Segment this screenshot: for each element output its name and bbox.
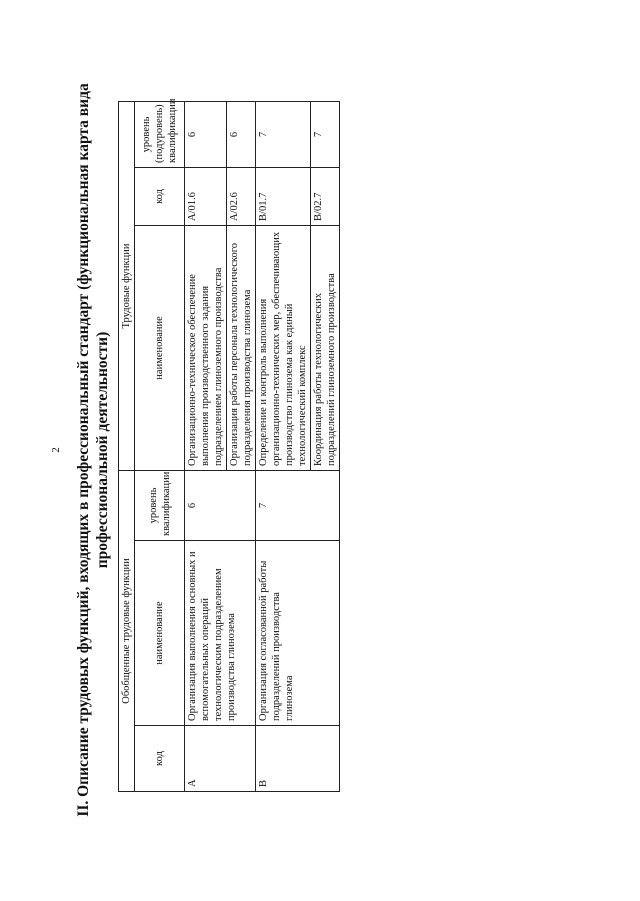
table-row bbox=[256, 101, 311, 791]
generalized-function-name: Организация выполнения основных и вспомогательных операций технологическим подразделением производства глинозема bbox=[185, 541, 256, 726]
labor-function-level: 7 bbox=[311, 101, 340, 167]
labor-function-level: 7 bbox=[256, 101, 311, 167]
header-function-code: код bbox=[135, 167, 185, 225]
header-qualification-sublevel: уровень (подуровень) квалификации bbox=[135, 101, 185, 167]
table-row bbox=[185, 101, 227, 791]
generalized-function-name: Организация согласованной работы подразделений производства глинозема bbox=[256, 541, 340, 726]
header-qualification-level: уровень квалификации bbox=[135, 470, 185, 540]
header-labor-functions: Трудовые функции bbox=[119, 101, 135, 470]
section-title: II. Описание трудовых функций, входящих в профессиональный стандарт (функциональная карта вида профессиональной деятельности) bbox=[75, 83, 111, 817]
generalized-function-code: B bbox=[256, 726, 340, 792]
labor-function-level: 6 bbox=[227, 101, 256, 167]
table-header-row bbox=[135, 101, 185, 791]
labor-function-code: B/02.7 bbox=[311, 167, 340, 225]
labor-function-code: A/02.6 bbox=[227, 167, 256, 225]
labor-function-level: 6 bbox=[185, 101, 227, 167]
generalized-function-level: 6 bbox=[185, 470, 256, 540]
labor-function-name: Координация работы технологических подразделений глиноземного производства bbox=[311, 225, 340, 470]
labor-function-code: B/01.7 bbox=[256, 167, 311, 225]
generalized-function-code: A bbox=[185, 726, 256, 792]
page-number: 2 bbox=[50, 447, 62, 453]
header-generalized-functions: Обобщенные трудовые функции bbox=[119, 470, 135, 791]
labor-function-name: Организация работы персонала технологического подразделения производства глинозема bbox=[227, 225, 256, 470]
labor-function-code: A/01.6 bbox=[185, 167, 227, 225]
header-name: наименование bbox=[135, 541, 185, 726]
table-header-group-row bbox=[119, 101, 135, 791]
header-code: код bbox=[135, 726, 185, 792]
rotated-page bbox=[40, 50, 600, 850]
functional-map-table bbox=[118, 98, 340, 792]
labor-function-name: Определение и контроль выполнения организационно-технических мер, обеспечивающих производство глинозема как единый технологический комплекс bbox=[256, 225, 311, 470]
labor-function-name: Организационно-техническое обеспечение выполнения производственного задания подразделением глиноземного производства bbox=[185, 225, 227, 470]
generalized-function-level: 7 bbox=[256, 470, 340, 540]
header-function-name: наименование bbox=[135, 225, 185, 470]
